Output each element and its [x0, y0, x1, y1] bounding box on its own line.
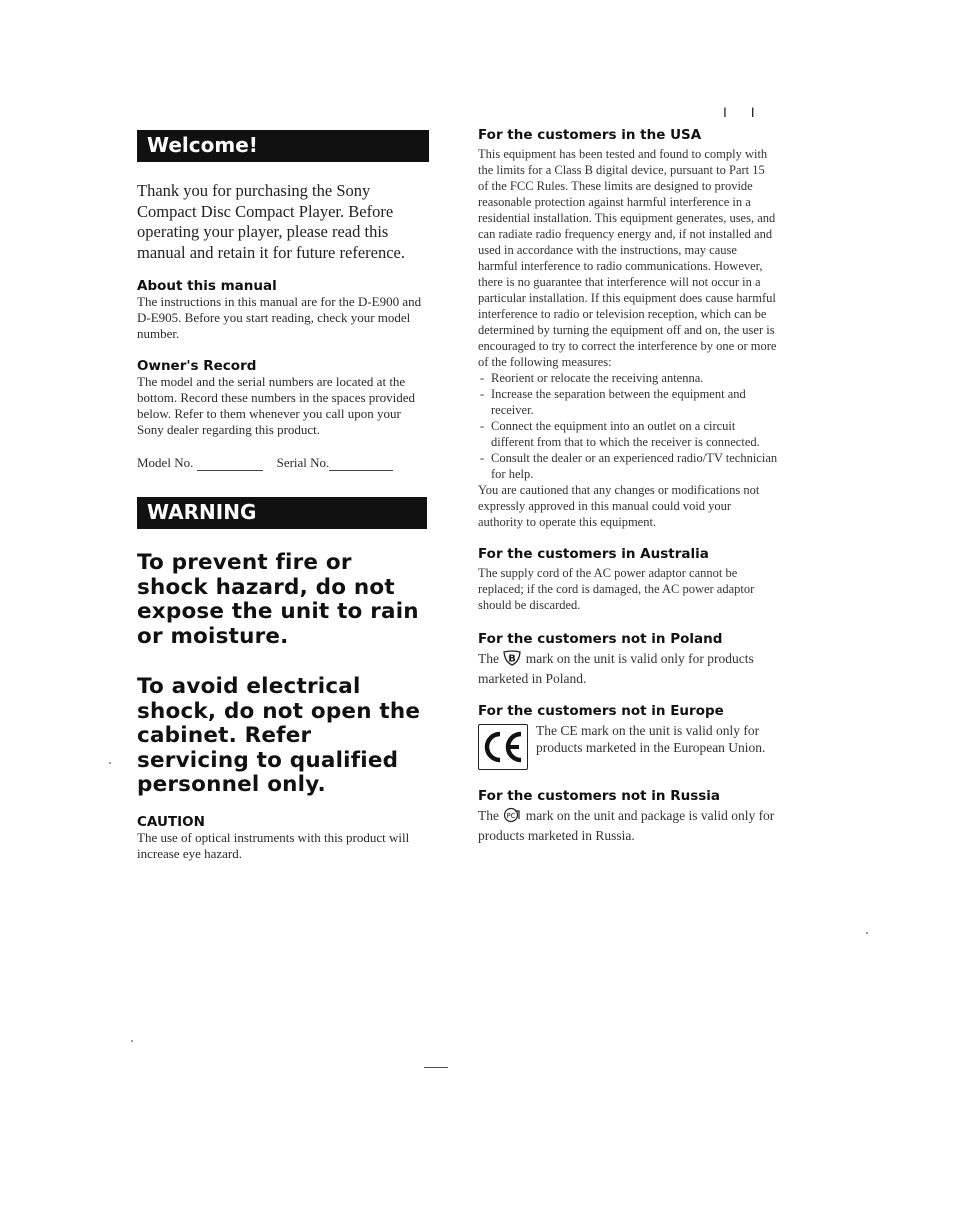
usa-heading: For the customers in the USA — [478, 127, 702, 143]
australia-heading: For the customers in Australia — [478, 546, 709, 562]
about-body: The instructions in this manual are for the D-E900 and D-E905. Before you start reading, check your model number. — [137, 294, 422, 342]
ce-mark-icon — [478, 724, 528, 770]
poland-post: mark on the unit is valid only for products marketed in Poland. — [478, 651, 754, 686]
svg-text:B: B — [508, 653, 517, 665]
europe-heading: For the customers not in Europe — [478, 703, 724, 719]
caution-body: The use of optical instruments with this product will increase eye hazard. — [137, 829, 410, 861]
usa-measures-list — [478, 370, 778, 482]
europe-section — [478, 722, 778, 770]
europe-body: The CE mark on the unit is valid only for products marketed in the European Union. — [536, 723, 766, 755]
warning-banner: WARNING — [137, 497, 427, 529]
russia-heading: For the customers not in Russia — [478, 788, 721, 804]
scan-speck — [109, 762, 111, 764]
usa-section — [478, 146, 778, 530]
list-item: - Connect the equipment into an outlet on a circuit different from that to which the receiver is connected. — [478, 418, 778, 450]
left-column — [137, 130, 429, 862]
owners-record-body: The model and the serial numbers are located at the bottom. Record these numbers in the spaces provided below. Refer to them whenever you call upon your Sony dealer regarding this product. — [137, 373, 415, 438]
usa-caution: You are cautioned that any changes or modifications not expressly approved in this manual could void your authority to operate this equipment. — [478, 483, 760, 529]
russia-body — [478, 807, 778, 844]
owners-record-heading: Owner's Record — [137, 357, 257, 374]
serial-label: Serial No. — [276, 455, 330, 471]
welcome-intro: Thank you for purchasing the Sony Compact Disc Compact Player. Before operating your player, please read this manual and retain it for future reference. — [137, 181, 405, 262]
electrical-shock-warning: To avoid electrical shock, do not open the cabinet. Refer servicing to qualified personnel only. — [137, 674, 421, 798]
list-item: - Reorient or relocate the receiving antenna. — [478, 370, 778, 386]
scan-speck — [866, 932, 868, 934]
list-item: - Consult the dealer or an experienced radio/TV technician for help. — [478, 450, 778, 482]
right-column — [478, 127, 778, 844]
model-label: Model No. — [137, 455, 194, 471]
poland-b-mark-icon — [502, 650, 522, 670]
page-marks: I I — [723, 104, 765, 120]
fire-hazard-warning: To prevent fire or shock hazard, do not expose the unit to rain or moisture. — [137, 550, 419, 649]
russia-post: mark on the unit and package is valid only for products marketed in Russia. — [478, 808, 775, 843]
poland-body — [478, 650, 778, 687]
footer-rule — [424, 1067, 448, 1068]
poland-heading: For the customers not in Poland — [478, 631, 723, 647]
list-item: - Increase the separation between the equipment and receiver. — [478, 386, 778, 418]
serial-number-field — [277, 455, 394, 471]
scan-speck — [131, 1040, 133, 1042]
welcome-banner: Welcome! — [137, 130, 429, 162]
caution-heading: CAUTION — [137, 813, 205, 830]
model-number-field — [137, 455, 263, 471]
russia-pre: The — [478, 808, 499, 824]
serial-blank — [329, 460, 393, 471]
russia-pct-mark-icon — [502, 807, 522, 827]
poland-pre: The — [478, 651, 499, 667]
about-heading: About this manual — [137, 278, 277, 294]
model-serial-row — [137, 455, 429, 471]
model-blank — [197, 460, 263, 471]
usa-intro: This equipment has been tested and found to comply with the limits for a Class B digital device, pursuant to Part 15 of the FCC Rules. These limits are designed to provide reasonable protection against harmful interference in a residential installation. This equipment generates, uses, and can radiate radio frequency energy and, if not installed and used in accordance with the instructions, may cause harmful interference to radio communications. However, there is no guarantee that interference will not occur in a particular installation. If this equipment does cause harmful interference to radio or television reception, which can be determined by turning the equipment off and on, the user is encouraged to try to correct the interference by one or more of the following measures: — [478, 147, 777, 369]
svg-text:PC: PC — [506, 812, 516, 820]
australia-body: The supply cord of the AC power adaptor cannot be replaced; if the cord is damaged, the AC power adaptor should be discarded. — [478, 566, 755, 612]
